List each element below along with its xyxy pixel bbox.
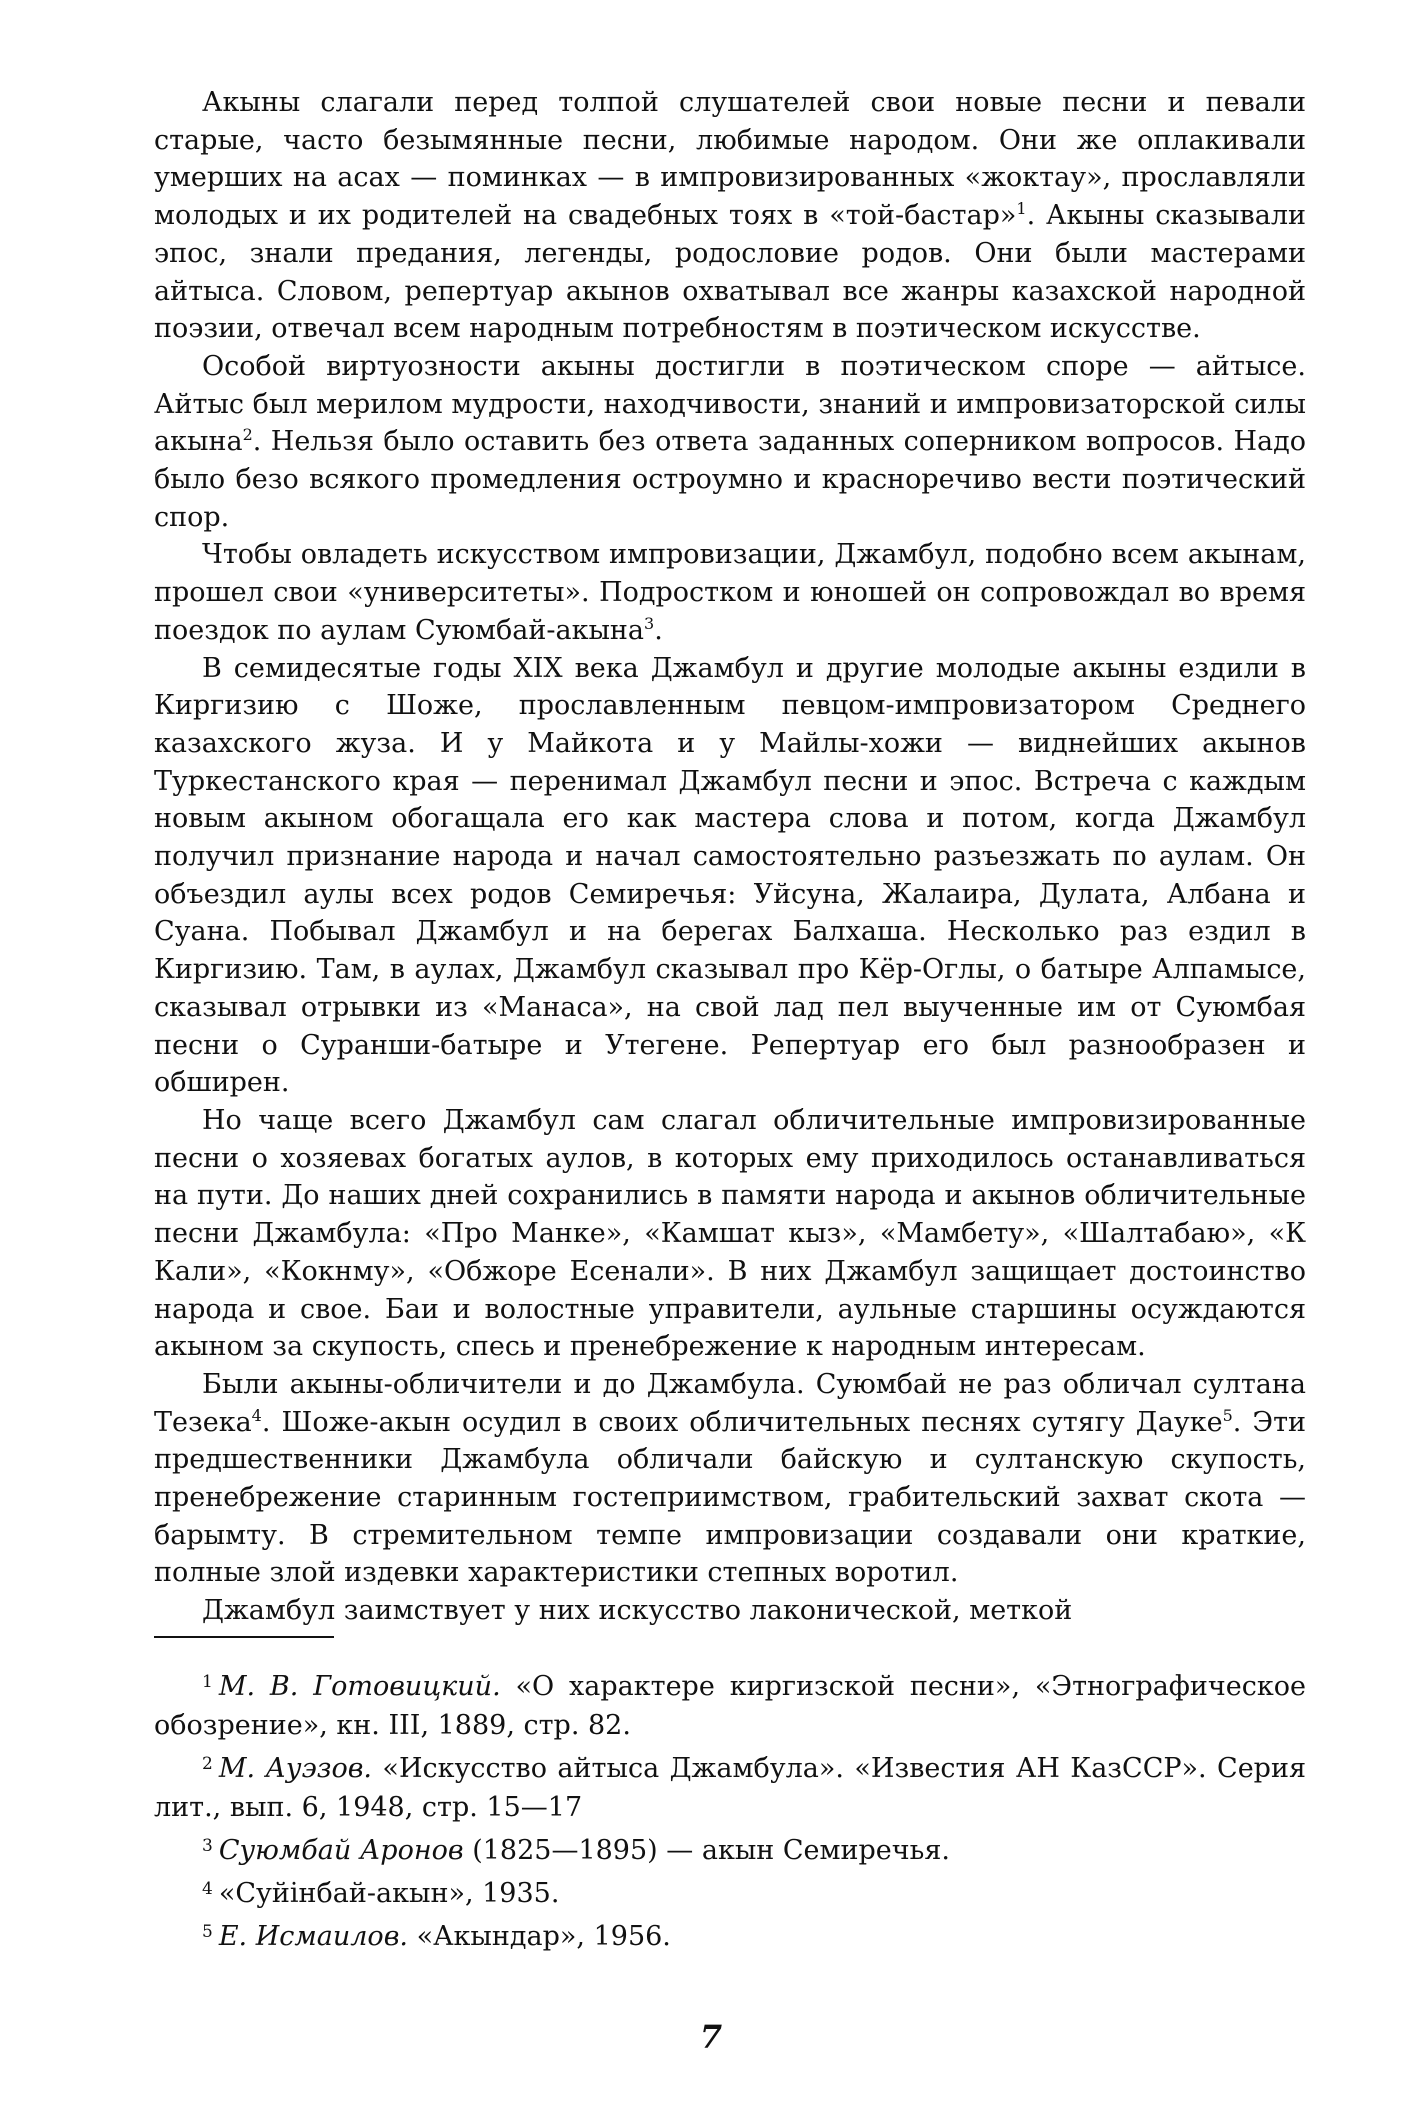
footnote-author: М. В. Готовицкий. [218,1671,501,1702]
footnote-3 [154,1827,1306,1870]
paragraph-5-text: Но чаще всего Джамбул сам слагал обличительные импровизированные песни о хозяевах богатых аулов, в которых ему приходилось останавливаться на пути. До наших дней сохранились в памяти народа и акынов обличительные песни Джамбула: «Про Манке», «Камшат кыз», «Мамбету», «Шалтабаю», «К Кали», «Кокнму», «Обжоре Есенали». В них Джамбул защищает достоинство народа и свое. Баи и волостные управители, аульные старшины осуждаются акыном за скупость, спесь и пренебрежение к народным интересам. [154,1104,1306,1363]
footnote-text: «Суйiнбай-акын», 1935. [218,1878,560,1909]
paragraph-1 [154,84,1306,348]
footnote-author: Е. Исмаилов. [218,1921,408,1952]
paragraph-5 [154,1102,1306,1366]
paragraph-3-text: Чтобы овладеть искусством импровизации, Джамбул, подобно всем акынам, прошел свои «университеты». Подростком и юношей он сопровождал во время поездок по аулам Суюмбай-акына [154,539,1306,646]
paragraph-2-text: Особой виртуозности акыны достигли в поэтическом споре — айтысе. Айтыс был мерилом мудрости, находчивости, знаний и импровизаторской силы акына [154,350,1306,458]
footnote-ref-3[interactable]: 3 [644,613,655,633]
footnote-5 [154,1913,1306,1956]
paragraph-7-text: Джамбул заимствует у них искусство лаконической, меткой [202,1595,1073,1627]
main-text [154,84,1306,1630]
footnote-number: 1 [202,1672,213,1692]
paragraph-2-tail: . Нельзя было оставить без ответа заданных соперником вопросов. Надо было безо всякого промедления остроумно и красноречиво вести поэтический спор. [154,426,1306,533]
paragraph-4-text: В семидесятые годы XIX века Джамбул и другие молодые акыны ездили в Киргизию с Шоже, прославленным певцом-импровизатором Среднего казахского жуза. И у Майкота и у Майлы-хожи — виднейших акынов Туркестанского края — перенимал Джамбул песни и эпос. Встреча с каждым новым акыном обогащала его как мастера слова и потом, когда Джамбул получил признание народа и начал самостоятельно разъезжать по аулам. Он объездил аулы всех родов Семиречья: Уйсуна, Жалаира, Дулата, Албана и Суана. Побывал Джамбул и на берегах Балхаша. Несколько раз ездил в Киргизию. Там, в аулах, Джамбул сказывал про Кёр-Оглы, о батыре Алпамысе, сказывал отрывки из «Манаса», на свой лад пел выученные им от Суюмбая песни о Суранши-батыре и Утегене. Репертуар его был разнообразен и обширен. [154,652,1306,1099]
footnotes [154,1663,1306,1956]
footnote-text: «Акындар», 1956. [408,1921,671,1952]
paragraph-6 [154,1366,1306,1592]
footnote-text: (1825—1895) — акын Семиречья. [463,1835,950,1866]
footnote-ref-1[interactable]: 1 [1016,199,1027,219]
paragraph-3 [154,536,1306,649]
paragraph-1-text: Акыны слагали перед толпой слушателей свои новые песни и певали старые, часто безымянные песни, любимые народом. Они же оплакивали умерших на асах — поминках — в импровизированных «жоктау», прославляли молодых и их родителей на свадебных тоях в «той-бастар» [154,87,1306,232]
footnote-number: 3 [202,1836,213,1856]
footnote-divider [154,1636,334,1638]
footnote-number: 4 [202,1879,213,1899]
footnote-number: 5 [202,1922,213,1942]
paragraph-4 [154,650,1306,1102]
footnote-author: М. Ауэзов. [218,1753,372,1784]
footnote-4 [154,1870,1306,1913]
footnote-ref-4[interactable]: 4 [251,1405,262,1425]
footnote-2 [154,1745,1306,1827]
footnote-author: Суюмбай Аронов [218,1835,464,1866]
footnote-ref-2[interactable]: 2 [242,425,253,445]
paragraph-6-middle: . Шоже-акын осудил в своих обличительных песнях сутягу Дауке [261,1406,1223,1438]
paragraph-1-tail: . Акыны сказывали эпос, знали предания, легенды, родословие родов. Они были мастерами айтыса. Словом, репертуар акынов охватывал все жанры казахской народной поэзии, отвечал всем народным потребностям в поэтическом искусстве. [154,200,1306,345]
footnote-text: «Искусство айтыса Джамбула». «Известия АН КазССР». Серия лит., вып. 6, 1948, стр. 15—17 [154,1753,1306,1823]
paragraph-7 [154,1592,1306,1630]
footnote-ref-5[interactable]: 5 [1222,1405,1233,1425]
footnote-number: 2 [202,1754,213,1774]
footnote-1 [154,1663,1306,1745]
footnote-text: «О характере киргизской песни», «Этнографическое обозрение», кн. III, 1889, стр. 82. [154,1671,1306,1741]
paragraph-3-tail: . [654,614,663,646]
paragraph-2 [154,348,1306,537]
paragraph-6-tail: . Эти предшественники Джамбула обличали байскую и султанскую скупость, пренебрежение старинным гостеприимством, грабительский захват скота — барымту. В стремительном темпе импровизации создавали они краткие, полные злой издевки характеристики степных воротил. [154,1406,1307,1589]
paragraph-6-text: Были акыны-обличители и до Джамбула. Суюмбай не раз обличал султана Тезека [154,1368,1306,1438]
page-number: 7 [699,2018,723,2056]
